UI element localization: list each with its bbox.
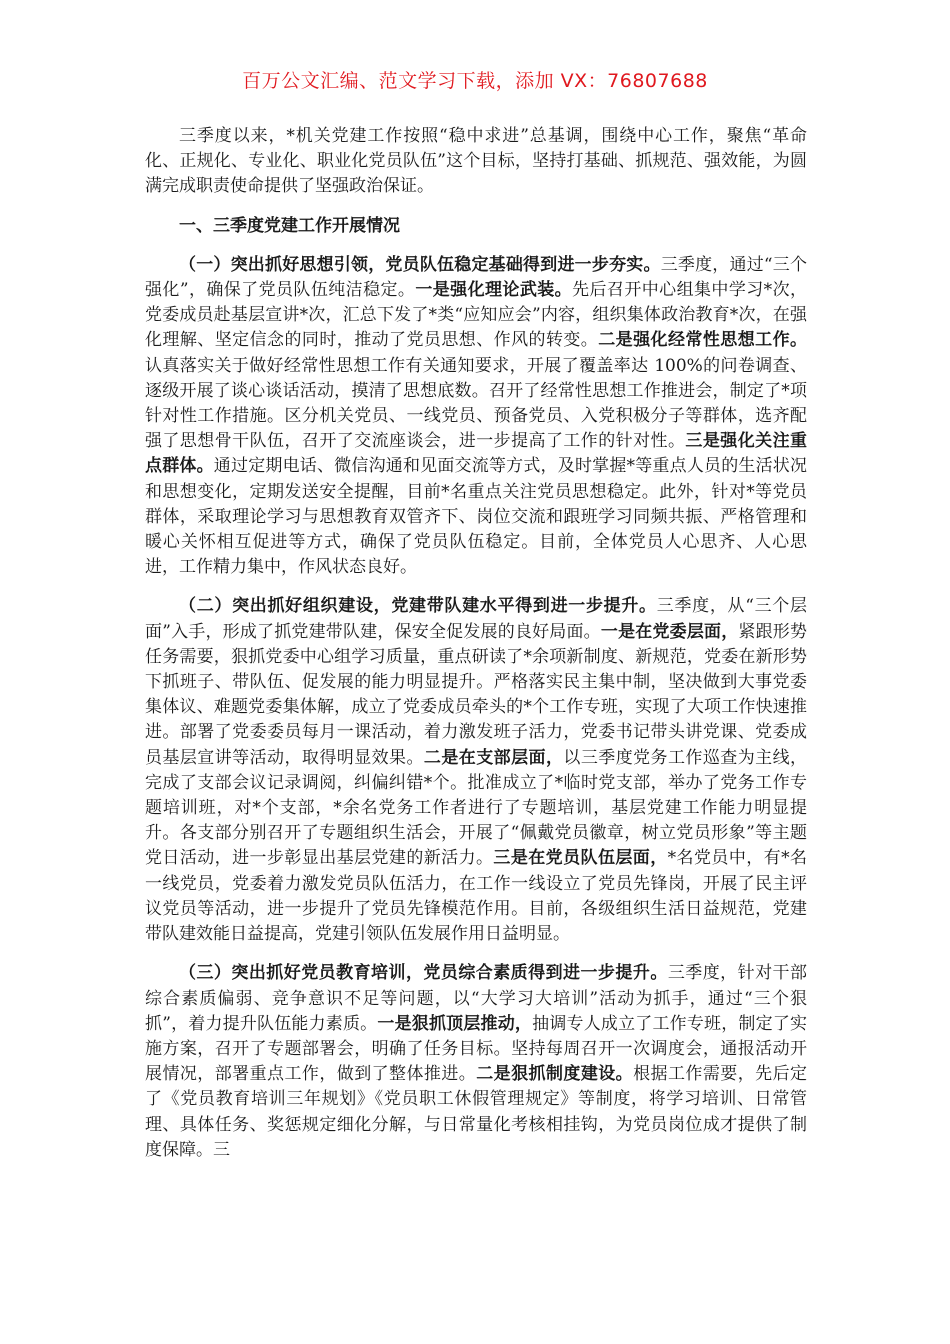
paragraph-text: 根据工作需要，先后定了《党员教育培训三年规划》《党员职工休假管理规定》等制度，将学习培训、日常管理、具体任务、奖惩规定细化分解，与日常量化考核相挂钩，为党员岗位成才提供了制度保障。三 (145, 1064, 808, 1160)
point-heading: 三是强化关注重点群体。 (145, 431, 808, 477)
paragraph-text: *名党员中，有*名一线党员，党委着力激发党员队伍活力，在工作一线设立了党员先锋岗，开展了民主评议党员等活动，进一步提升了党员先锋模范作用。目前，各级组织生活日益规范，党建带队建效能日益提高，党建引领队伍发展作用日益明显。 (145, 848, 808, 945)
paragraph-text: 以三季度党务工作巡查为主线，完成了支部会议记录调阅，纠偏纠错*个。批准成立了*临时党支部，举办了党务工作专题培训班，对*个支部，*余名党务工作者进行了专题培训，基层党建工作能力明显提升。各支部分别召开了专题组织生活会，开展了“佩戴党员徽章，树立党员形象”等主题党日活动，进一步彰显出基层党建的新活力。 (145, 747, 808, 869)
intro-paragraph: 三季度以来，*机关党建工作按照“稳中求进”总基调，围绕中心工作，聚焦“革命化、正规化、专业化、职业化党员队伍”这个目标，坚持打基础、抓规范、强效能，为圆满完成职责使命提供了坚强政治保证。 (145, 126, 807, 197)
point-heading: 二是在支部层面， (423, 747, 564, 768)
paragraph-text: 三季度，通过“三个强化”，确保了党员队伍纯洁稳定。 (145, 254, 807, 301)
point-heading: 一是强化理论武装。 (415, 280, 573, 301)
point-heading: 一是在党委层面， (600, 621, 739, 642)
paragraph-lead: （三）突出抓好党员教育培训，党员综合素质得到进一步提升。 (179, 963, 668, 984)
paragraph-text: 三季度，针对干部综合素质偏弱、竞争意识不足等问题，以“大学习大培训”活动为抓手，通过“三个狠抓”，着力提升队伍能力素质。 (145, 963, 808, 1034)
paragraph-text: 三季度，从“三个层面”入手，形成了抓党建带队建，保安全促发展的良好局面。 (145, 596, 807, 642)
point-heading: 三是在党员队伍层面， (493, 848, 668, 869)
paragraph-text: 认真落实关于做好经常性思想工作有关通知要求，开展了覆盖率达 100%的问卷调查、逐级开展了谈心谈话活动，摸清了思想底数。召开了经常性思想工作推进会，制定了*项针对性工作措施。区分机关党员、一线党员、预备党员、入党积极分子等群体，选齐配强了思想骨干队伍，召开了交流座谈会，进一步提高了工作的针对性。 (145, 355, 807, 452)
paragraph-text: 紧跟形势任务需要，狠抓党委中心组学习质量，重点研读了*余项新制度、新规范，党委在新形势下抓班子、带队伍、促发展的能力明显提升。严格落实民主集中制，坚决做到大事党委集体议、难题党委集体解，成立了党委成员牵头的*个工作专班，实现了大项工作快速推进。部署了党委委员每月一课活动，着力激发班子活力，党委书记带头讲党课、党委成员基层宣讲等活动，取得明显效果。 (145, 621, 807, 768)
paragraph-text: 先后召开中心组集中学习*次，党委成员赴基层宣讲*次，汇总下发了*类“应知应会”内容，组织集体政治教育*次，在强化理解、坚定信念的同时，推动了党员思想、作风的转变。 (145, 280, 807, 351)
paragraph-thought-guidance (145, 253, 807, 581)
point-heading: 一是狠抓顶层推动， (377, 1013, 533, 1034)
document-body (145, 124, 807, 1163)
paragraph-text: 抽调专人成立了工作专班，制定了实施方案，召开了专题部署会，明确了任务目标。坚持每周召开一次调度会，通报活动开展情况，部署重点工作，做到了整体推进。 (145, 1013, 808, 1085)
paragraph-lead: （二）突出抓好组织建设，党建带队建水平得到进一步提升。 (179, 596, 657, 617)
point-heading: 二是强化经常性思想工作。 (598, 330, 808, 351)
header-banner: 百万公文汇编、范文学习下载，添加 VX：76807688 (242, 70, 708, 92)
paragraph-lead: （一）突出抓好思想引领，党员队伍稳定基础得到进一步夯实。 (179, 254, 661, 275)
section-heading: 一、三季度党建工作开展情况 (179, 215, 400, 236)
paragraph-organization (145, 594, 807, 947)
point-heading: 二是狠抓制度建设。 (476, 1064, 634, 1085)
paragraph-training (145, 961, 807, 1163)
paragraph-text: 通过定期电话、微信沟通和见面交流等方式，及时掌握*等重点人员的生活状况和思想变化，定期发送安全提醒，目前*名重点关注党员思想稳定。此外，针对*等党员群体，采取理论学习与思想教育双管齐下、岗位交流和跟班学习同频共振、严格管理和暖心关怀相互促进等方式，确保了党员队伍稳定。目前，全体党员人心思齐、人心思进，工作精力集中，作风状态良好。 (145, 456, 808, 578)
